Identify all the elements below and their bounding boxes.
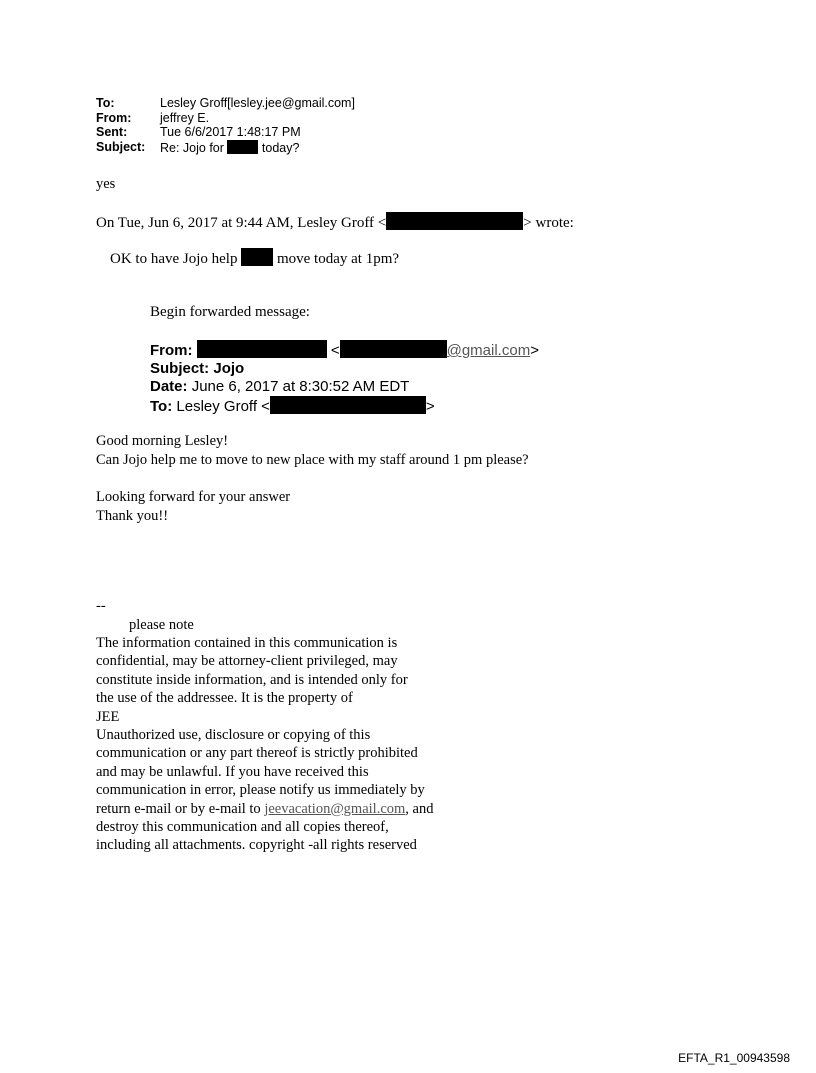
fwd-from-label: From: [150, 342, 193, 359]
body-line-2: Can Jojo help me to move to new place with my staff around 1 pm please? [96, 452, 529, 468]
fwd-to-row [150, 396, 539, 416]
fwd-to-gt: > [425, 398, 435, 415]
disclaimer-line: including all attachments. copyright -all rights reserved [96, 837, 417, 854]
disclaimer-line: the use of the addressee. It is the property of [96, 690, 353, 707]
disclaimer-line: and may be unlawful. If you have received this [96, 763, 369, 780]
forwarded-header [150, 340, 539, 416]
redaction-box [227, 140, 258, 154]
quote-intro-prefix: On Tue, Jun 6, 2017 at 9:44 AM, Lesley Groff < [96, 215, 387, 231]
disclaimer-line: constitute inside information, and is intended only for [96, 671, 408, 688]
fwd-to-value: Lesley Groff < [176, 398, 270, 415]
disclaimer [96, 634, 433, 855]
disclaimer-line: communication or any part thereof is strictly prohibited [96, 745, 418, 762]
redaction-box [241, 248, 273, 266]
reply-text: yes [96, 176, 116, 192]
quoted-suffix: move today at 1pm? [276, 251, 400, 267]
quote-intro-suffix: > wrote: [523, 215, 574, 231]
signature-dashes: -- [96, 598, 106, 614]
disclaimer-text: , and [405, 800, 434, 817]
fwd-subject-label: Subject: [150, 360, 210, 377]
fwd-date-row [150, 378, 539, 396]
fwd-subject-value: Jojo [213, 360, 245, 377]
body-line-4: Thank you!! [96, 508, 169, 524]
subject-label: Subject: [96, 139, 146, 154]
fwd-from-email-link[interactable]: @gmail.com [446, 342, 531, 359]
subject-suffix: today? [261, 140, 300, 155]
fwd-date-value: June 6, 2017 at 8:30:52 AM EDT [191, 378, 410, 395]
disclaimer-line: The information contained in this communication is [96, 635, 398, 651]
disclaimer-text: return e-mail or by e-mail to [96, 800, 261, 817]
fwd-subject-row [150, 360, 539, 378]
redaction-box [270, 396, 426, 414]
body-line-1: Good morning Lesley! [96, 433, 229, 449]
body-line-3: Looking forward for your answer [96, 489, 291, 505]
from-label: From: [96, 110, 132, 125]
signature-note: please note [129, 617, 194, 633]
quote-intro [96, 212, 574, 232]
redaction-box [386, 212, 523, 230]
redaction-box [340, 340, 447, 358]
sent-label: Sent: [96, 125, 128, 139]
fwd-from-lt: < [330, 342, 340, 359]
to-value: Lesley Groff[lesley.jee@gmail.com] [160, 96, 355, 110]
from-value: jeffrey E. [160, 110, 210, 125]
document-id: EFTA_R1_00943598 [678, 1051, 790, 1065]
to-label: To: [96, 96, 115, 110]
forward-intro: Begin forwarded message: [150, 304, 310, 320]
header-from-row [96, 111, 355, 126]
sent-value: Tue 6/6/2017 1:48:17 PM [160, 125, 301, 139]
email-header [96, 96, 355, 155]
fwd-to-label: To: [150, 398, 173, 415]
header-sent-row [96, 125, 355, 140]
quoted-message [110, 248, 399, 268]
subject-value [160, 140, 299, 156]
disclaimer-line: destroy this communication and all copies thereof, [96, 819, 389, 836]
disclaimer-line: JEE [96, 708, 120, 725]
disclaimer-line: confidential, may be attorney-client privileged, may [96, 653, 398, 670]
header-to-row [96, 96, 355, 111]
disclaimer-line: Unauthorized use, disclosure or copying of this [96, 727, 371, 744]
header-subject-row [96, 140, 355, 156]
quoted-prefix: OK to have Jojo help [110, 251, 238, 267]
fwd-from-row [150, 340, 539, 360]
disclaimer-line [96, 800, 433, 818]
disclaimer-line: communication in error, please notify us immediately by [96, 782, 425, 799]
subject-prefix: Re: Jojo for [160, 140, 224, 155]
disclaimer-email-link[interactable]: jeevacation@gmail.com [264, 800, 406, 817]
fwd-date-label: Date: [150, 378, 188, 395]
fwd-from-gt: > [530, 342, 539, 359]
redaction-box [197, 340, 327, 358]
